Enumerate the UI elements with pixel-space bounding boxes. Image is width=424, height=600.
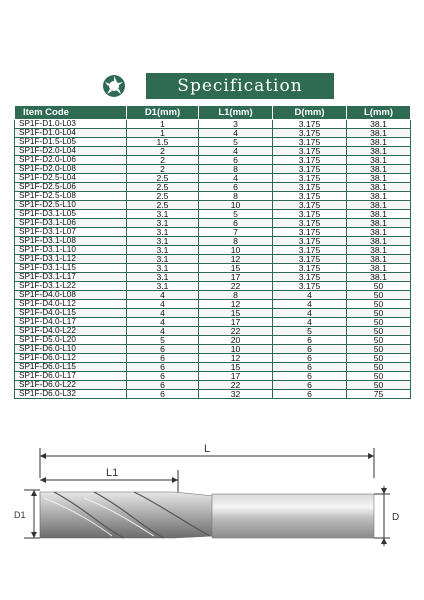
item-code-cell: SP1F-D2.5-L04 xyxy=(15,174,127,183)
d-cell: 5 xyxy=(273,327,347,336)
item-code-cell: SP1F-D2.0-L04 xyxy=(15,147,127,156)
d1-cell: 4 xyxy=(127,309,199,318)
label-l1: L1 xyxy=(106,467,119,479)
d-cell: 6 xyxy=(273,381,347,390)
l-cell: 50 xyxy=(347,291,411,300)
l-cell: 38.1 xyxy=(347,183,411,192)
diameter-d1-dimension xyxy=(24,490,40,538)
item-code-cell: SP1F-D3.1-L05 xyxy=(15,210,127,219)
specification-table xyxy=(14,105,411,399)
l1-cell: 22 xyxy=(199,327,273,336)
l1-cell: 22 xyxy=(199,282,273,291)
l-cell: 50 xyxy=(347,309,411,318)
table-body xyxy=(15,120,411,399)
l1-cell: 5 xyxy=(199,210,273,219)
d-cell: 3.175 xyxy=(273,273,347,282)
d1-cell: 4 xyxy=(127,318,199,327)
l-cell: 50 xyxy=(347,327,411,336)
d1-cell: 1 xyxy=(127,129,199,138)
item-code-cell: SP1F-D3.1-L06 xyxy=(15,219,127,228)
label-d1: D1 xyxy=(14,510,26,520)
d1-cell: 3.1 xyxy=(127,219,199,228)
d-cell: 3.175 xyxy=(273,264,347,273)
l1-cell: 5 xyxy=(199,138,273,147)
l1-cell: 17 xyxy=(199,318,273,327)
l-cell: 38.1 xyxy=(347,129,411,138)
l-cell: 50 xyxy=(347,282,411,291)
item-code-cell: SP1F-D3.1-L08 xyxy=(15,237,127,246)
d-cell: 6 xyxy=(273,345,347,354)
d1-cell: 3.1 xyxy=(127,282,199,291)
d-cell: 6 xyxy=(273,372,347,381)
specification-banner xyxy=(146,73,334,99)
l-cell: 38.1 xyxy=(347,201,411,210)
d-cell: 3.175 xyxy=(273,147,347,156)
d1-cell: 4 xyxy=(127,327,199,336)
d-cell: 3.175 xyxy=(273,201,347,210)
d-cell: 4 xyxy=(273,318,347,327)
d1-cell: 2 xyxy=(127,165,199,174)
d-cell: 4 xyxy=(273,300,347,309)
d-cell: 3.175 xyxy=(273,174,347,183)
l-cell: 38.1 xyxy=(347,273,411,282)
item-code-cell: SP1F-D3.1-L10 xyxy=(15,246,127,255)
d-cell: 6 xyxy=(273,363,347,372)
l-cell: 38.1 xyxy=(347,147,411,156)
item-code-cell: SP1F-D6.0-L15 xyxy=(15,363,127,372)
header-item-code: Item Code xyxy=(15,106,127,120)
l1-cell: 7 xyxy=(199,228,273,237)
item-code-cell: SP1F-D5.0-L20 xyxy=(15,336,127,345)
d-cell: 3.175 xyxy=(273,120,347,129)
item-code-cell: SP1F-D4.0-L17 xyxy=(15,318,127,327)
l-cell: 38.1 xyxy=(347,255,411,264)
l-cell: 50 xyxy=(347,345,411,354)
d-cell: 3.175 xyxy=(273,282,347,291)
label-d: D xyxy=(392,512,400,523)
end-mill-drawing xyxy=(14,438,410,596)
l-cell: 50 xyxy=(347,363,411,372)
item-code-cell: SP1F-D1.5-L05 xyxy=(15,138,127,147)
item-code-cell: SP1F-D4.0-L22 xyxy=(15,327,127,336)
l-cell: 50 xyxy=(347,372,411,381)
l1-cell: 6 xyxy=(199,156,273,165)
l1-cell: 4 xyxy=(199,174,273,183)
l1-cell: 6 xyxy=(199,219,273,228)
d1-cell: 3.1 xyxy=(127,228,199,237)
item-code-cell: SP1F-D6.0-L12 xyxy=(15,354,127,363)
shank-section xyxy=(212,494,374,538)
item-code-cell: SP1F-D6.0-L22 xyxy=(15,381,127,390)
d-cell: 3.175 xyxy=(273,237,347,246)
l1-cell: 17 xyxy=(199,372,273,381)
d1-cell: 4 xyxy=(127,300,199,309)
d1-cell: 6 xyxy=(127,372,199,381)
l1-cell: 8 xyxy=(199,291,273,300)
header-d1: D1(mm) xyxy=(127,106,199,120)
item-code-cell: SP1F-D4.0-L08 xyxy=(15,291,127,300)
d1-cell: 1 xyxy=(127,120,199,129)
d-cell: 3.175 xyxy=(273,156,347,165)
d1-cell: 6 xyxy=(127,354,199,363)
flute-section xyxy=(40,492,214,538)
l1-cell: 3 xyxy=(199,120,273,129)
l-cell: 38.1 xyxy=(347,246,411,255)
d1-cell: 2.5 xyxy=(127,192,199,201)
l1-cell: 4 xyxy=(199,147,273,156)
l-cell: 38.1 xyxy=(347,237,411,246)
d-cell: 3.175 xyxy=(273,255,347,264)
d1-cell: 3.1 xyxy=(127,255,199,264)
d-cell: 3.175 xyxy=(273,138,347,147)
l-cell: 50 xyxy=(347,354,411,363)
d-cell: 3.175 xyxy=(273,246,347,255)
l-cell: 38.1 xyxy=(347,219,411,228)
header-d: D(mm) xyxy=(273,106,347,120)
table-header-row xyxy=(15,106,411,120)
l-cell: 50 xyxy=(347,318,411,327)
d1-cell: 2 xyxy=(127,147,199,156)
l1-cell: 20 xyxy=(199,336,273,345)
l1-cell: 12 xyxy=(199,255,273,264)
aperture-logo-icon xyxy=(94,73,134,99)
d1-cell: 3.1 xyxy=(127,264,199,273)
item-code-cell: SP1F-D3.1-L22 xyxy=(15,282,127,291)
item-code-cell: SP1F-D6.0-L17 xyxy=(15,372,127,381)
l1-cell: 15 xyxy=(199,309,273,318)
l1-cell: 32 xyxy=(199,390,273,399)
l1-cell: 12 xyxy=(199,354,273,363)
l-cell: 50 xyxy=(347,336,411,345)
item-code-cell: SP1F-D1.0-L04 xyxy=(15,129,127,138)
item-code-cell: SP1F-D3.1-L12 xyxy=(15,255,127,264)
header-l: L(mm) xyxy=(347,106,411,120)
l-cell: 38.1 xyxy=(347,156,411,165)
l1-cell: 10 xyxy=(199,201,273,210)
l1-cell: 22 xyxy=(199,381,273,390)
d1-cell: 1.5 xyxy=(127,138,199,147)
d-cell: 3.175 xyxy=(273,192,347,201)
l-cell: 75 xyxy=(347,390,411,399)
l1-cell: 12 xyxy=(199,300,273,309)
d1-cell: 3.1 xyxy=(127,210,199,219)
d1-cell: 6 xyxy=(127,363,199,372)
header-l1: L1(mm) xyxy=(199,106,273,120)
d1-cell: 6 xyxy=(127,345,199,354)
l-cell: 38.1 xyxy=(347,138,411,147)
d-cell: 3.175 xyxy=(273,165,347,174)
l1-cell: 10 xyxy=(199,246,273,255)
d1-cell: 2 xyxy=(127,156,199,165)
l1-cell: 6 xyxy=(199,183,273,192)
item-code-cell: SP1F-D2.5-L10 xyxy=(15,201,127,210)
item-code-cell: SP1F-D6.0-L32 xyxy=(15,390,127,399)
l1-cell: 15 xyxy=(199,363,273,372)
item-code-cell: SP1F-D6.0-L10 xyxy=(15,345,127,354)
d-cell: 4 xyxy=(273,309,347,318)
item-code-cell: SP1F-D2.5-L08 xyxy=(15,192,127,201)
l-cell: 38.1 xyxy=(347,228,411,237)
l-cell: 38.1 xyxy=(347,210,411,219)
d1-cell: 3.1 xyxy=(127,246,199,255)
d1-cell: 3.1 xyxy=(127,273,199,282)
d-cell: 3.175 xyxy=(273,210,347,219)
l-cell: 50 xyxy=(347,300,411,309)
label-l: L xyxy=(204,443,211,455)
d1-cell: 4 xyxy=(127,291,199,300)
table-row xyxy=(15,390,411,399)
l1-cell: 8 xyxy=(199,237,273,246)
d-cell: 4 xyxy=(273,291,347,300)
l-cell: 38.1 xyxy=(347,174,411,183)
d1-cell: 3.1 xyxy=(127,237,199,246)
d1-cell: 5 xyxy=(127,336,199,345)
d1-cell: 6 xyxy=(127,381,199,390)
d-cell: 3.175 xyxy=(273,219,347,228)
l1-cell: 15 xyxy=(199,264,273,273)
item-code-cell: SP1F-D2.0-L08 xyxy=(15,165,127,174)
l-cell: 50 xyxy=(347,381,411,390)
d-cell: 6 xyxy=(273,336,347,345)
banner-title: Specification xyxy=(177,76,303,96)
l1-cell: 8 xyxy=(199,165,273,174)
item-code-cell: SP1F-D3.1-L17 xyxy=(15,273,127,282)
l-cell: 38.1 xyxy=(347,165,411,174)
item-code-cell: SP1F-D4.0-L12 xyxy=(15,300,127,309)
l1-cell: 17 xyxy=(199,273,273,282)
d-cell: 3.175 xyxy=(273,183,347,192)
item-code-cell: SP1F-D2.5-L06 xyxy=(15,183,127,192)
l1-cell: 8 xyxy=(199,192,273,201)
item-code-cell: SP1F-D4.0-L15 xyxy=(15,309,127,318)
l1-cell: 4 xyxy=(199,129,273,138)
diameter-d-dimension xyxy=(374,486,390,546)
d-cell: 6 xyxy=(273,390,347,399)
d-cell: 3.175 xyxy=(273,129,347,138)
item-code-cell: SP1F-D2.0-L06 xyxy=(15,156,127,165)
l-cell: 38.1 xyxy=(347,192,411,201)
d1-cell: 6 xyxy=(127,390,199,399)
d1-cell: 2.5 xyxy=(127,174,199,183)
d1-cell: 2.5 xyxy=(127,201,199,210)
item-code-cell: SP1F-D3.1-L07 xyxy=(15,228,127,237)
item-code-cell: SP1F-D3.1-L15 xyxy=(15,264,127,273)
l-cell: 38.1 xyxy=(347,264,411,273)
d-cell: 3.175 xyxy=(273,228,347,237)
l-cell: 38.1 xyxy=(347,120,411,129)
item-code-cell: SP1F-D1.0-L03 xyxy=(15,120,127,129)
d-cell: 6 xyxy=(273,354,347,363)
l1-cell: 10 xyxy=(199,345,273,354)
d1-cell: 2.5 xyxy=(127,183,199,192)
